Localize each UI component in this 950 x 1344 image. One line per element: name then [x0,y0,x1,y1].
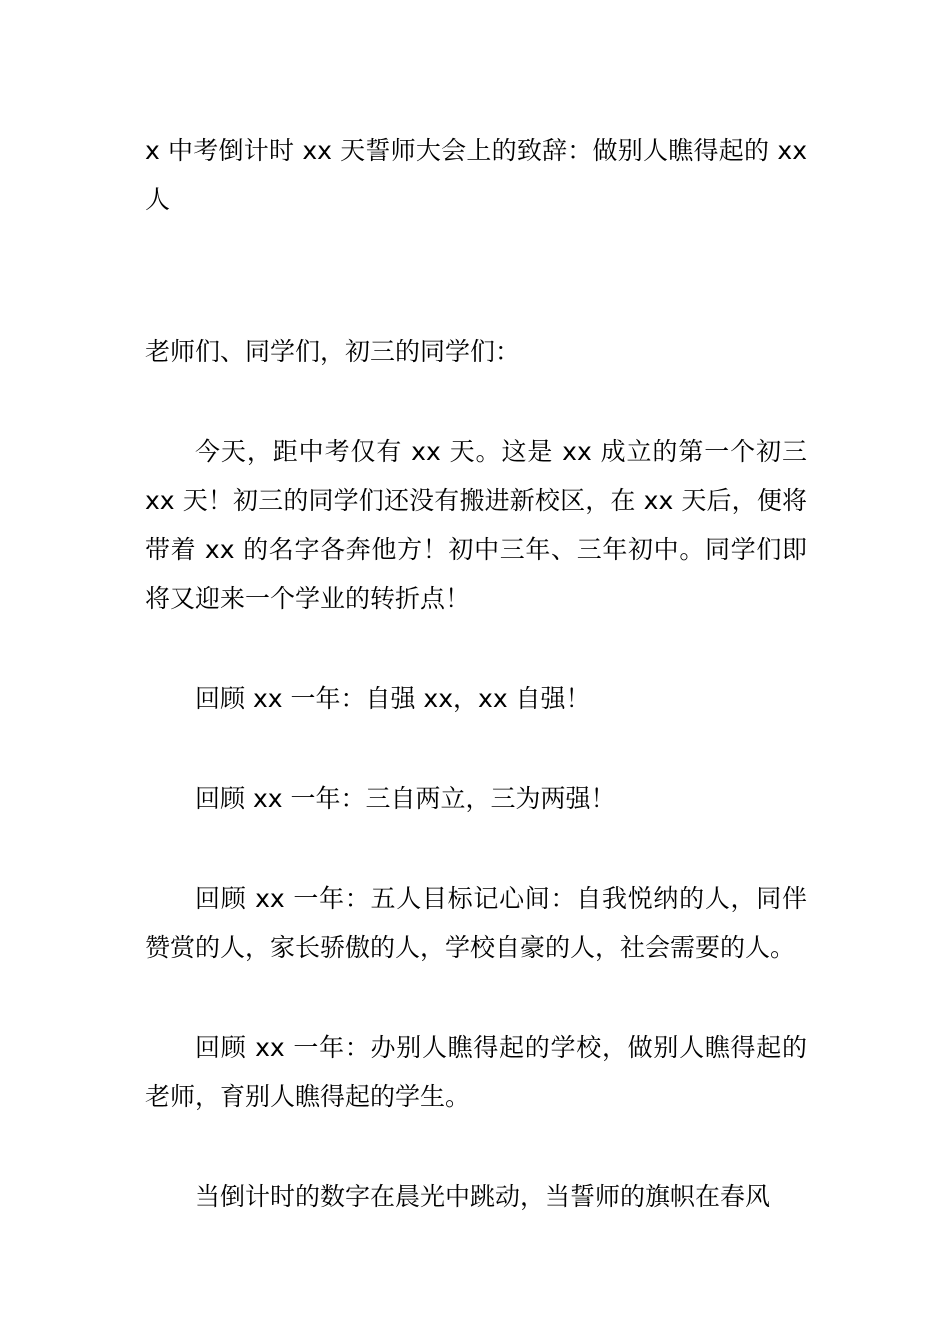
paragraph-review-2: 回顾 xx 一年：三自两立，三为两强！ [195,784,616,813]
paragraph-countdown: 当倒计时的数字在晨光中跳动，当誓师的旗帜在春风 [195,1182,771,1211]
paragraph-review-1: 回顾 xx 一年：自强 xx，xx 自强！ [195,684,591,713]
document-title: x 中考倒计时 xx 天誓师大会上的致辞：做别人瞧得起的 xx 人 [145,136,807,214]
paragraph-intro: 今天，距中考仅有 xx 天。这是 xx 成立的第一个初三 xx 天！初三的同学们还没有搬进新校区，在 xx 天后，便将带着 xx 的名字各奔他方！初中三年、三年初中。同学们即将又迎来一个学业的转折点！ [145,437,807,613]
paragraph-review-4: 回顾 xx 一年：办别人瞧得起的学校，做别人瞧得起的老师，育别人瞧得起的学生。 [145,1033,807,1111]
paragraph-review-3: 回顾 xx 一年：五人目标记心间：自我悦纳的人，同伴赞赏的人，家长骄傲的人，学校自豪的人，社会需要的人。 [145,884,807,962]
document-body [145,126,807,1221]
salutation: 老师们、同学们，初三的同学们： [145,337,521,366]
